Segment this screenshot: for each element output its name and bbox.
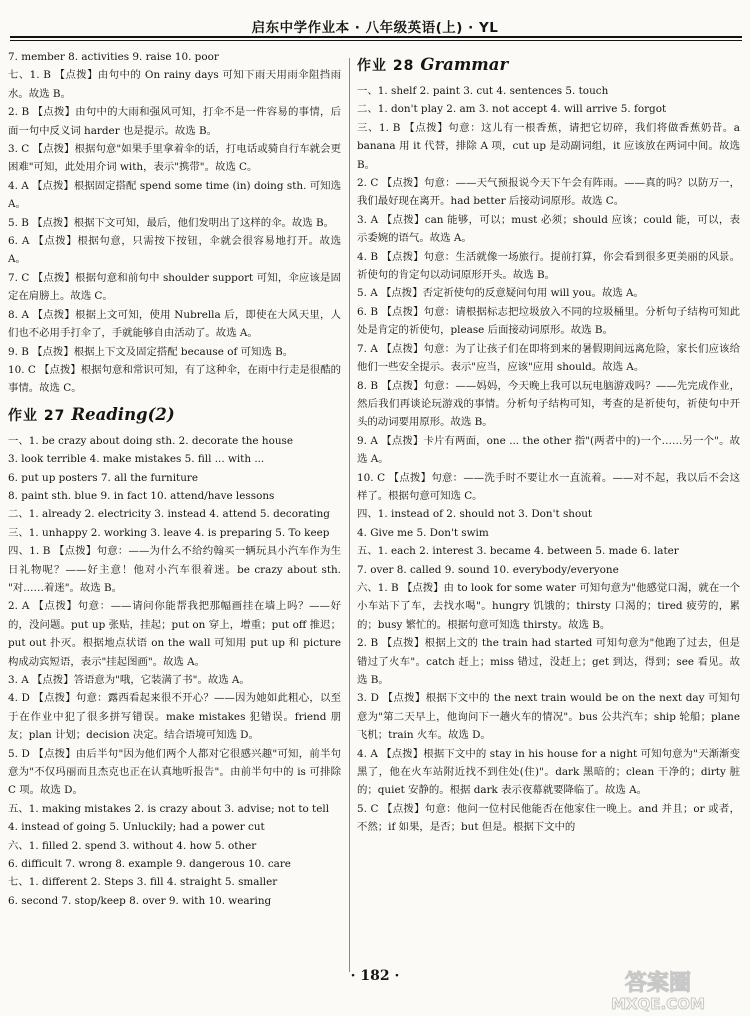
answer-item: 6. difficult 7. wrong 8. example 9. dangerous 10. care — [8, 858, 291, 871]
answer-item: 8. B 【点拨】句意：——妈妈，今天晚上我可以玩电脑游戏吗？——先完成作业，然后我们再谈论玩游戏的事情。分析句子结构可知，考查的是祈使句，祈使句中开头的动词要用原形。故选 B。 — [357, 379, 740, 429]
answer-item: 10. C 【点拨】句意：——洗手时不要让水一直流着。——对不起，我以后不会这样了。根据句意可知选 C。 — [357, 471, 740, 502]
right-column — [357, 48, 740, 837]
answer-item: 6. second 7. stop/keep 8. over 9. with 10. wearing — [8, 894, 272, 907]
answer-item: 七、1. different 2. Steps 3. fill 4. straight 5. smaller — [8, 876, 278, 889]
column-divider — [349, 58, 350, 972]
answer-item: 8. paint sth. blue 9. in fact 10. attend/have lessons — [8, 489, 275, 502]
answer-item: 7. over 8. called 9. sound 10. everybody/everyone — [357, 563, 619, 576]
left-column — [8, 48, 341, 910]
answer-item: 8. A 【点拨】根据上文可知，使用 Nubrella 后，即使在大风天里，人们也不必用手打伞了，手就能够自由活动了。故选 A。 — [8, 308, 341, 340]
answer-item: 5. A 【点拨】否定祈使句的反意疑问句用 will you。故选 A。 — [357, 287, 644, 300]
page-header — [0, 0, 750, 44]
section-heading-27 — [8, 400, 341, 430]
answer-item: 6. A 【点拨】根据句意，只需按下按钮，伞就会很容易地打开。故选 A。 — [8, 235, 341, 266]
answer-item: 五、1. each 2. interest 3. became 4. between 5. made 6. later — [357, 545, 679, 558]
answer-item: 一、1. shelf 2. paint 3. cut 4. sentences 5. touch — [357, 85, 609, 97]
section-heading-28 — [357, 50, 740, 80]
section-name: Reading(2) — [71, 404, 175, 424]
answer-item: 一、1. be crazy about doing sth. 2. decorate the house — [8, 434, 294, 447]
answer-item: 5. D 【点拨】由后半句"因为他们两个人都对它很感兴趣"可知，前半句意为"不仅玛丽而且杰克也正在认真地听报告"。由前半句中的 is 可排除 C 项。故选 D。 — [8, 747, 341, 797]
answer-item: 六、1. filled 2. spend 3. without 4. how 5. other — [8, 839, 257, 852]
answer-item: 9. A 【点拨】卡片有两面，one ... the other 指"(两者中的)一个……另一个"。故选 A。 — [357, 434, 740, 466]
answer-item: 三、1. unhappy 2. working 3. leave 4. is preparing 5. To keep — [8, 526, 330, 539]
answer-item: 二、1. already 2. electricity 3. instead 4. attend 5. decorating — [8, 508, 330, 521]
watermark-logo — [588, 968, 738, 1012]
answer-item: 4. A 【点拨】根据固定搭配 spend some time (in) doing sth. 可知选 A。 — [8, 179, 341, 211]
section-name: Grammar — [420, 55, 509, 74]
answer-item: 7. member 8. activities 9. raise 10. poor — [8, 51, 219, 63]
answer-item: 3. D 【点拨】根据下文中的 the next train would be on the next day 可知句意为"第二天早上，他询问下一趟火车的情况"。bus 公共汽车；ship 轮船；plane 飞机；train 火车。故选 D。 — [357, 692, 740, 742]
section-label: 作业 27 — [8, 407, 66, 424]
svg-text:答案圈: 答案圈 — [624, 971, 692, 996]
answer-item: 3. A 【点拨】can 能够，可以；must 必须；should 应该；could 能，可以，表示委婉的语气。故选 A。 — [357, 213, 740, 245]
answer-item: 七、1. B 【点拨】由句中的 On rainy days 可知下雨天用雨伞阻挡雨水。故选 B。 — [8, 69, 341, 100]
header-rule-thick — [10, 36, 742, 38]
answer-item: 4. B 【点拨】句意：生活就像一场旅行。提前打算，你会看到很多更美丽的风景。祈使句的肯定句以动词原形开头。故选 B。 — [357, 250, 740, 282]
answer-item: 2. C 【点拨】句意：——天气预报说今天下午会有阵雨。——真的吗？以防万一，我们最好现在离开。had better 后接动词原形。故选 C。 — [357, 177, 740, 208]
page-number: · 182 · — [350, 968, 400, 984]
answer-item: 6. put up posters 7. all the furniture — [8, 471, 199, 484]
header-title: 启东中学作业本 · 八年级英语(上) · YL — [251, 20, 499, 36]
answer-item: 4. D 【点拨】句意：露西看起来很不开心？——因为她如此粗心，以至于在作业中犯了很多拼写错误。make mistakes 犯错误。friend 朋友；plan 计划；decision 决定。结合语境可知选 D。 — [8, 692, 341, 742]
answer-item: 3. A 【点拨】答语意为"哦，它装满了书"。故选 A。 — [8, 674, 250, 686]
answer-item: 9. B 【点拨】根据上下文及固定搭配 because of 可知选 B。 — [8, 345, 294, 358]
svg-text:MXQE.COM: MXQE.COM — [611, 995, 705, 1012]
header-rule-thin — [10, 40, 742, 41]
answer-item: 10. C 【点拨】根据句意和常识可知，有了这种伞，在雨中行走是很酷的事情。故选 C。 — [8, 363, 341, 395]
answer-item: 3. look terrible 4. make mistakes 5. fill ... with ... — [8, 453, 265, 466]
answer-item: 2. B 【点拨】根据上文的 the train had started 可知句意为"他跑了过去，但是错过了火车"。catch 赶上；miss 错过，没赶上；get 到达，得到；see 看见。故选 B。 — [357, 637, 740, 686]
answer-item: 5. C 【点拨】句意：他问一位村民他能否在他家住一晚上。and 并且；or 或者，不然；if 如果，是否；but 但是。根据下文中的 — [357, 802, 740, 834]
answer-item: 四、1. B 【点拨】句意：——为什么不给约翰买一辆玩具小汽车作为生日礼物呢？——好主意！他对小汽车很着迷。be crazy about sth. "对……着迷"。故选 B。 — [8, 545, 341, 594]
answer-item: 五、1. making mistakes 2. is crazy about 3. advise; not to tell — [8, 802, 330, 815]
answer-item: 3. C 【点拨】根据句意"如果手里拿着伞的话，打电话或骑自行车就会更困难"可知，此处用介词 with，表示"携带"。故选 C。 — [8, 143, 341, 174]
answer-item: 4. instead of going 5. Unluckily; had a power cut — [8, 821, 265, 834]
answer-item: 6. B 【点拨】句意：请根据标志把垃圾放入不同的垃圾桶里。分析句子结构可知此处是肯定的祈使句，please 后面接动词原形。故选 B。 — [357, 305, 740, 337]
answer-item: 7. A 【点拨】句意：为了让孩子们在即将到来的暑假期间远离危险，家长们应该给他们一些安全提示。表示"应当，应该"应用 should。故选 A。 — [357, 342, 740, 374]
answer-item: 六、1. B 【点拨】由 to look for some water 可知句意为"他感觉口渴，就在一个小车站下了车，去找水喝"。hungry 饥饿的；thirsty 口渴的；tired 疲劳的，累的；busy 繁忙的。根据句意可知选 thirsty。故选 B。 — [357, 581, 740, 631]
answer-item: 4. A 【点拨】根据下文中的 stay in his house for a night 可知句意为"天渐渐变黑了，他在火车站附近找不到住处(住)"。dark 黑暗的；clean 干净的；dirty 脏的；quiet 安静的。根据 dark 表示夜幕就要降临了。故选 A。 — [357, 747, 740, 797]
answer-item: 四、1. instead of 2. should not 3. Don't shout — [357, 508, 593, 521]
answer-item: 5. B 【点拨】根据下文可知，最后，他们发明出了这样的伞。故选 B。 — [8, 216, 335, 229]
answer-item: 二、1. don't play 2. am 3. not accept 4. will arrive 5. forgot — [357, 103, 667, 116]
answer-item: 2. B 【点拨】由句中的大雨和强风可知，打伞不是一件容易的事情，后面一句中反义词 harder 也是提示。故选 B。 — [8, 106, 341, 137]
answer-item: 4. Give me 5. Don't swim — [357, 526, 489, 539]
answer-item: 三、1. B 【点拨】句意：这儿有一根香蕉，请把它切碎，我们将做香蕉奶昔。a banana 用 it 代替，排除 A 项，cut up 是动副词组，it 应该放在两词中间。故选 B。 — [357, 121, 740, 171]
answer-item: 7. C 【点拨】根据句意和前句中 shoulder support 可知，伞应该是固定在肩膀上。故选 C。 — [8, 271, 341, 303]
answer-item: 2. A 【点拨】句意：——请问你能帮我把那幅画挂在墙上吗？——好的，没问题。put up 张贴，挂起；put on 穿上，增重；put off 推迟；put out 扑灭。根据地点状语 on the wall 可知用 put up 和 picture 构成动宾短语，表示"挂起图画"。故选 A。 — [8, 600, 341, 668]
section-label: 作业 28 — [357, 58, 415, 74]
